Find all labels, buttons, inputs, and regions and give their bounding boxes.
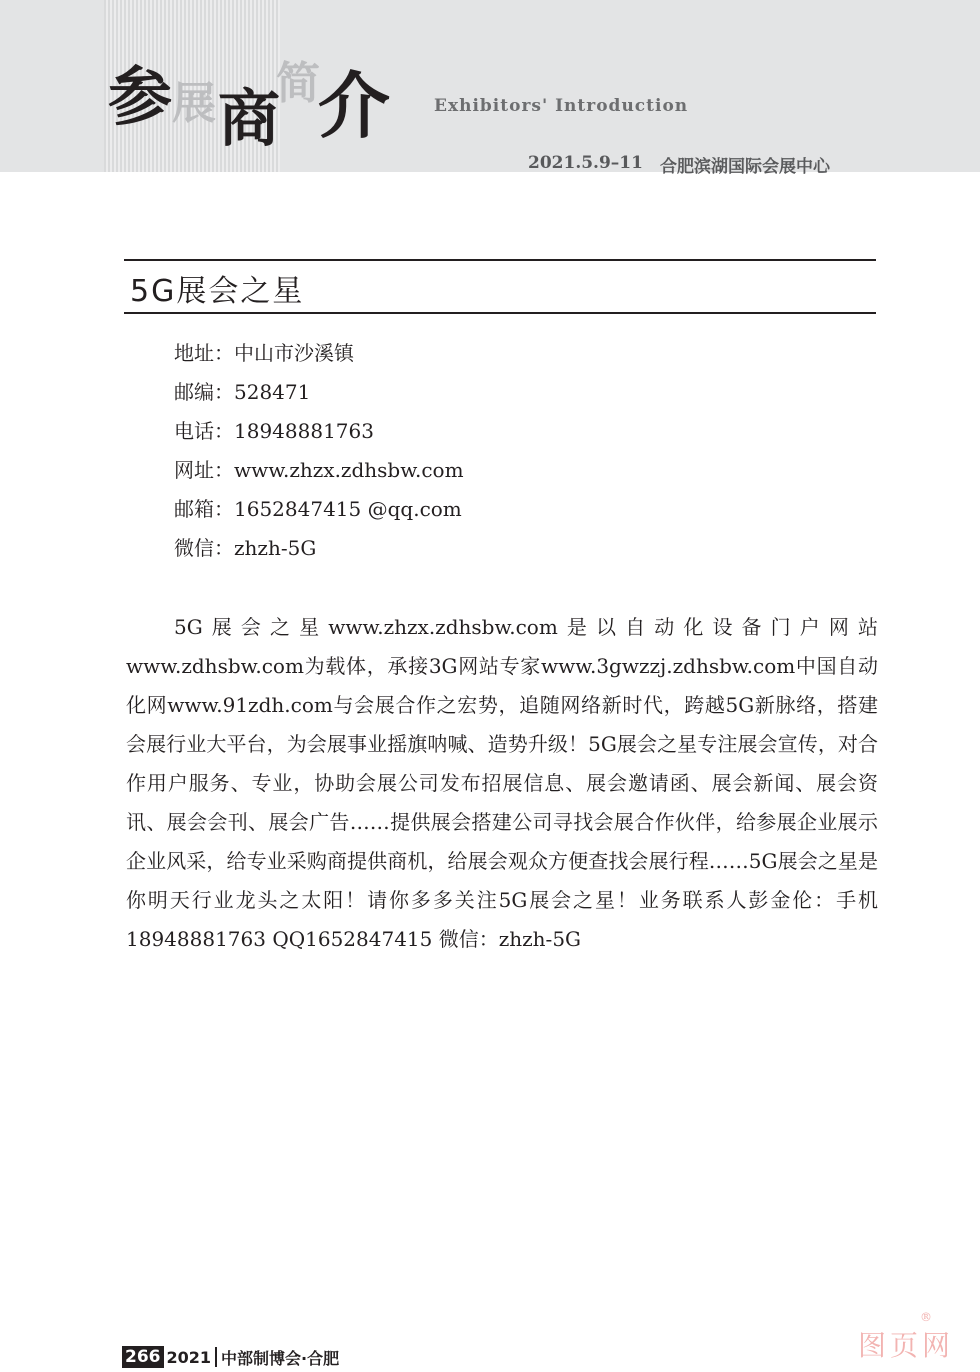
registered-mark: ®: [920, 1310, 932, 1324]
website-link[interactable]: www.zhzx.zdhsbw.com: [234, 458, 464, 482]
page-footer: [122, 1345, 339, 1369]
contact-value: 528471: [234, 380, 311, 404]
company-name: 5G展会之星: [130, 274, 305, 309]
contact-label: 电话：: [174, 419, 234, 443]
contact-value: 18948881763: [234, 419, 374, 443]
footer-year: 2021: [166, 1347, 212, 1367]
company-description: 5G展会之星www.zhzx.zdhsbw.com是以自动化设备门户网站www.zdhsbw.com为载体，承接3G网站专家www.3gwzzj.zdhsbw.com中国自动化网www.91zdh.com与会展合作之宏势，追随网络新时代，跨越5G新脉络，搭建会展行业大平台，为会展事业摇旗呐喊、造势升级！5G展会之星专注展会宣传，对合作用户服务、专业，协助会展公司发布招展信息、展会邀请函、展会新闻、展会资讯、展会会刊、展会广告……提供展会搭建公司寻找会展合作伙伴，给参展企业展示企业风采，给专业采购商提供商机，给展会观众方便查找会展行程……5G展会之星是你明天行业龙头之太阳！请你多多关注5G展会之星！业务联系人彭金伦：手机18948881763 QQ1652847415 微信：zhzh-5G: [126, 615, 878, 951]
contact-email: [174, 494, 464, 533]
event-venue: 合肥滨湖国际会展中心: [660, 157, 830, 177]
section-title-char: 简: [276, 58, 320, 109]
footer-event: 中部制博会·合肥: [221, 1348, 340, 1368]
contact-address: [174, 338, 464, 377]
section-title-char: 展: [172, 78, 216, 129]
watermark-logo: 图页网: [858, 1329, 955, 1362]
contact-label: 地址：: [174, 341, 234, 365]
page-number: 266: [122, 1346, 164, 1368]
contact-postcode: [174, 377, 464, 416]
contact-label: 邮箱：: [174, 497, 234, 521]
footer-divider: [215, 1347, 217, 1367]
contact-value: 中山市沙溪镇: [234, 341, 354, 365]
contact-label: 邮编：: [174, 380, 234, 404]
contact-list: [174, 338, 464, 572]
contact-phone: [174, 416, 464, 455]
title-rule-top: [124, 259, 876, 261]
contact-label: 微信：: [174, 536, 234, 560]
event-date: 2021.5.9–11: [528, 153, 643, 173]
title-rule-bottom: [124, 312, 876, 314]
section-title-char: 商: [218, 82, 281, 155]
section-title-char: 参: [108, 61, 172, 135]
contact-wechat: [174, 533, 464, 572]
section-title-english: Exhibitors' Introduction: [434, 96, 689, 116]
contact-value: zhzh-5G: [234, 536, 317, 560]
section-title-char: 介: [318, 64, 391, 148]
contact-label: 网址：: [174, 458, 234, 482]
contact-website: [174, 455, 464, 494]
email-link[interactable]: 1652847415 @qq.com: [234, 497, 462, 521]
